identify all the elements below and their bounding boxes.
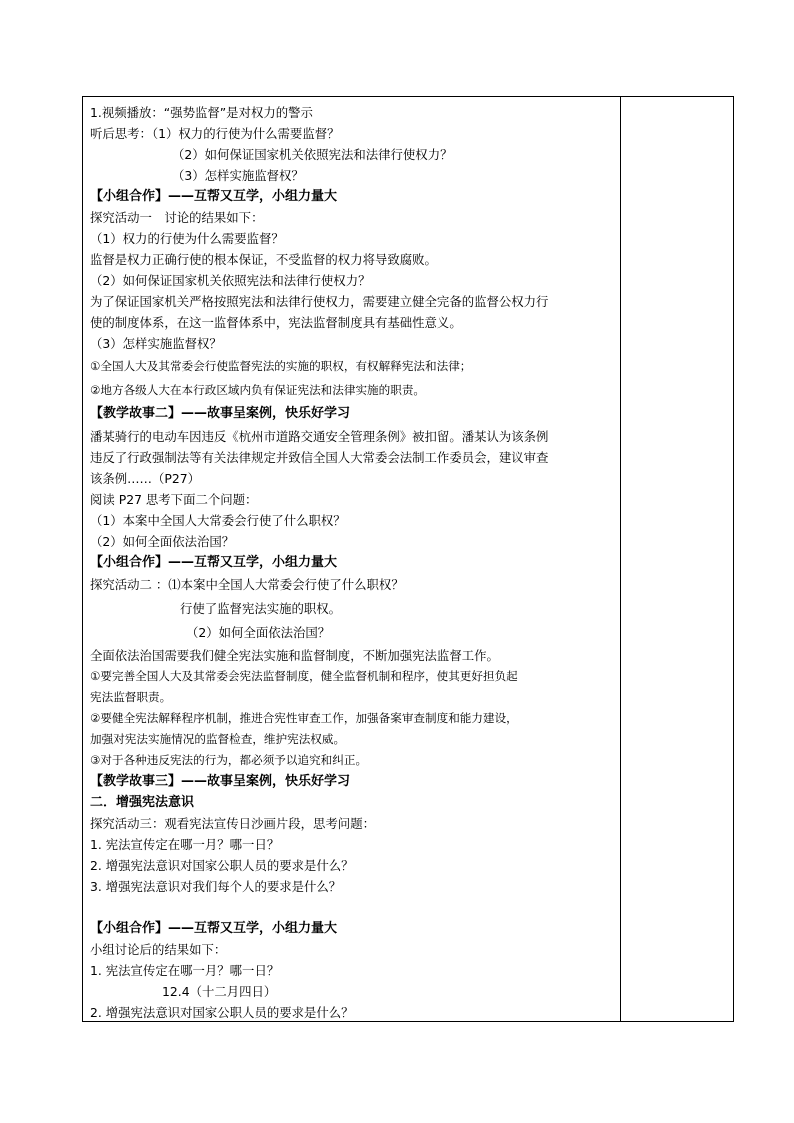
section-heading: 【教学故事三】——故事呈案例，快乐好学习 — [90, 774, 351, 789]
text-line: 该条例……（P27） — [90, 471, 200, 486]
text-line: 2. 增强宪法意识对国家公职人员的要求是什么？ — [90, 858, 354, 873]
text-line: 探究活动二 ：⑴本案中全国人大常委会行使了什么职权？ — [90, 577, 404, 592]
text-line: 加强对宪法实施情况的监督检查，维护宪法权威。 — [90, 732, 346, 746]
text-line: 1. 宪法宣传定在哪一月？哪一日？ — [90, 963, 280, 978]
text-line: 探究活动三：观看宪法宣传日沙画片段，思考问题： — [90, 816, 375, 831]
text-line: 探究活动一 讨论的结果如下： — [90, 210, 264, 225]
text-line: ①要完善全国人大及其常委会宪法监督制度，健全监督机制和程序，使其更好担负起 — [90, 669, 518, 683]
text-line: （2）如何保证国家机关依照宪法和法律行使权力？ — [90, 273, 371, 288]
text-line: 3. 增强宪法意识对我们每个人的要求是什么？ — [90, 879, 342, 894]
text-line: 行使了监督宪法实施的职权。 — [180, 601, 342, 616]
section-heading: 【小组合作】——互帮又互学，小组力量大 — [90, 921, 338, 936]
text-line: 使的制度体系，在这一监督体系中，宪法监督制度具有基础性意义。 — [90, 315, 462, 330]
text-line: （3）怎样实施监督权？ — [172, 168, 304, 183]
text-line: （2）如何全面依法治国？ — [186, 625, 331, 640]
column-divider — [620, 97, 621, 1021]
section-heading: 二．增强宪法意识 — [90, 795, 195, 810]
text-line: （1）本案中全国人大常委会行使了什么职权？ — [90, 513, 346, 528]
text-line: 小组讨论后的结果如下： — [90, 942, 227, 957]
text-line: （3）怎样实施监督权？ — [90, 336, 222, 351]
text-line: 1.视频播放：“强势监督”是对权力的警示 — [90, 105, 313, 120]
text-line: 全面依法治国需要我们健全宪法实施和监督制度，不断加强宪法监督工作。 — [90, 648, 499, 663]
text-line: 潘某骑行的电动车因违反《杭州市道路交通安全管理条例》被扣留。潘某认为该条例 — [90, 429, 549, 444]
text-line: ③对于各种违反宪法的行为，都必须予以追究和纠正。 — [90, 753, 368, 767]
text-line: 宪法监督职责。 — [90, 690, 172, 704]
text-line: 监督是权力正确行使的根本保证，不受监督的权力将导致腐败。 — [90, 252, 437, 267]
text-line: 1. 宪法宣传定在哪一月？哪一日？ — [90, 837, 280, 852]
section-heading: 【小组合作】——互帮又互学，小组力量大 — [90, 189, 338, 204]
text-line: 12.4（十二月四日） — [162, 984, 277, 999]
text-line: 违反了行政强制法等有关法律规定并致信全国人大常委会法制工作委员会，建议审查 — [90, 450, 549, 465]
section-heading: 【教学故事二】——故事呈案例，快乐好学习 — [90, 406, 351, 421]
lesson-table — [82, 96, 734, 1022]
text-line: ①全国人大及其常委会行使监督宪法的实施的职权，有权解释宪法和法律； — [90, 359, 472, 373]
text-line: 2. 增强宪法意识对国家公职人员的要求是什么？ — [90, 1005, 354, 1020]
text-line: （1）权力的行使为什么需要监督？ — [90, 231, 284, 246]
lesson-content-cell — [90, 102, 616, 1023]
text-line: 阅读 P27 思考下面二个问题： — [90, 492, 258, 507]
text-line: ②要健全宪法解释程序机制，推进合宪性审查工作，加强备案审查制度和能力建设， — [90, 711, 518, 725]
section-heading: 【小组合作】——互帮又互学，小组力量大 — [90, 555, 338, 570]
text-line: ②地方各级人大在本行政区域内负有保证宪法和法律实施的职责。 — [90, 383, 426, 397]
text-line: 听后思考：（1）权力的行使为什么需要监督？ — [90, 126, 340, 141]
blank-line — [90, 897, 616, 918]
text-line: 为了保证国家机关严格按照宪法和法律行使权力，需要建立健全完备的监督公权力行 — [90, 294, 549, 309]
text-line: （2）如何保证国家机关依照宪法和法律行使权力？ — [172, 147, 453, 162]
text-line: （2）如何全面依法治国？ — [90, 534, 235, 549]
